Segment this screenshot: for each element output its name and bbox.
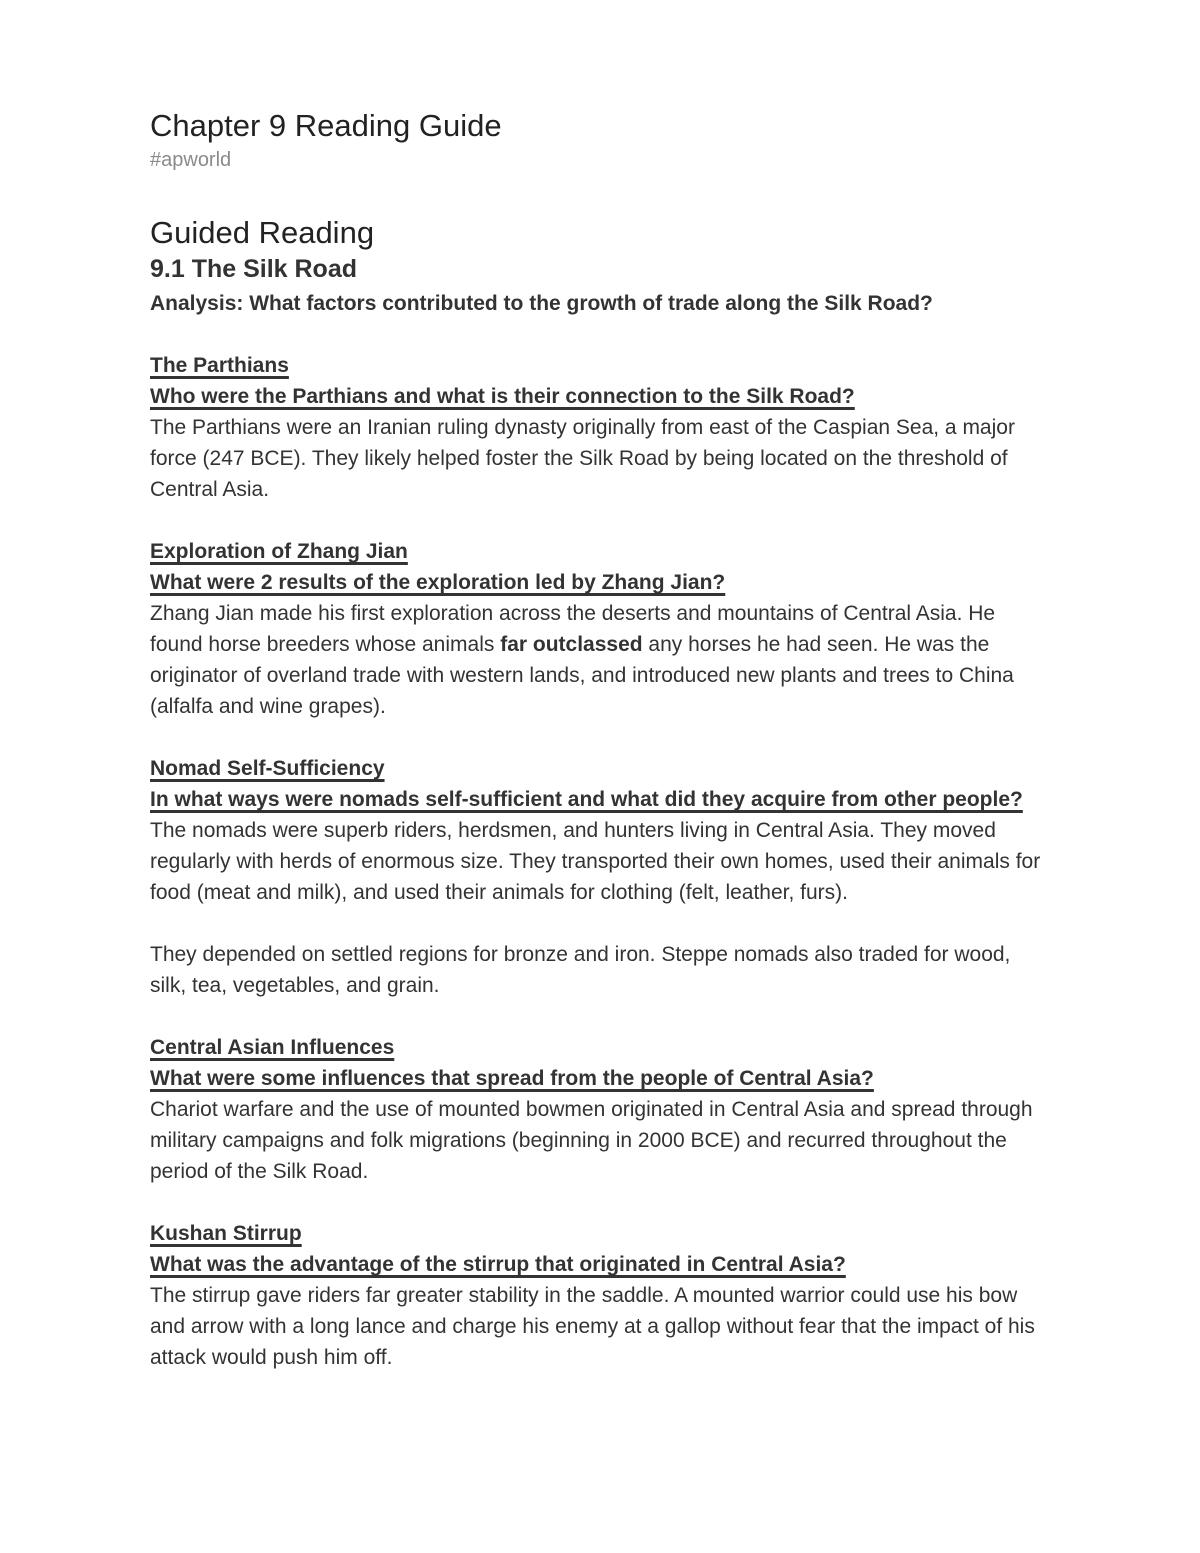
guided-reading-heading: Guided Reading — [150, 215, 375, 250]
section-answer — [150, 598, 1050, 722]
analysis-question: Analysis: What factors contributed to the growth of trade along the Silk Road? — [150, 292, 933, 315]
section-answer: The stirrup gave riders far greater stability in the saddle. A mounted warrior could use his bow and arrow with a long lance and charge his enemy at a gallop without fear that the impact of his attack would push him off. — [150, 1284, 1035, 1369]
section-question: Who were the Parthians and what is their connection to the Silk Road? — [150, 385, 855, 408]
section-central-asian-influences — [150, 1032, 1050, 1187]
section-heading-silk-road: 9.1 The Silk Road — [150, 255, 358, 283]
section-answer: Chariot warfare and the use of mounted bowmen originated in Central Asia and spread through military campaigns and folk migrations (beginning in 2000 BCE) and recurred throughout the period of the Silk Road. — [150, 1098, 1033, 1183]
section-zhang-jian — [150, 536, 1050, 722]
section-question: What was the advantage of the stirrup that originated in Central Asia? — [150, 1253, 846, 1276]
section-title: The Parthians — [150, 354, 289, 377]
section-question: What were some influences that spread from the people of Central Asia? — [150, 1067, 874, 1090]
section-title: Kushan Stirrup — [150, 1222, 302, 1245]
section-answer-continued: They depended on settled regions for bronze and iron. Steppe nomads also traded for wood, silk, tea, vegetables, and grain. — [150, 943, 1011, 997]
section-title: Exploration of Zhang Jian — [150, 540, 408, 563]
section-kushan-stirrup — [150, 1218, 1050, 1373]
answer-text: Zhang Jian made his first exploration across the deserts and mountains of Central Asia. He found horse breeders whose animals — [150, 602, 996, 656]
section-answer: The nomads were superb riders, herdsmen, and hunters living in Central Asia. They moved regularly with herds of enormous size. They transported their own homes, used their animals for food (meat and milk), and used their animals for clothing (felt, leather, furs). — [150, 819, 1041, 904]
section-question: What were 2 results of the exploration led by Zhang Jian? — [150, 571, 726, 594]
hashtag: #apworld — [150, 149, 232, 171]
section-parthians — [150, 350, 1050, 505]
section-answer: The Parthians were an Iranian ruling dynasty originally from east of the Caspian Sea, a major force (247 BCE). They likely helped foster the Silk Road by being located on the threshold of Central Asia. — [150, 416, 1015, 501]
section-title: Nomad Self-Sufficiency — [150, 757, 385, 780]
section-question: In what ways were nomads self-sufficient and what did they acquire from other people? — [150, 788, 1023, 811]
answer-text: any horses he had seen. He was the originator of overland trade with western lands, and introduced new plants and trees to China (alfalfa and wine grapes). — [150, 633, 1014, 718]
section-nomad-self-sufficiency — [150, 753, 1050, 1001]
document-content — [150, 104, 1050, 1373]
section-title: Central Asian Influences — [150, 1036, 395, 1059]
answer-bold-text: far outclassed — [500, 633, 643, 656]
document-title: Chapter 9 Reading Guide — [150, 108, 502, 143]
